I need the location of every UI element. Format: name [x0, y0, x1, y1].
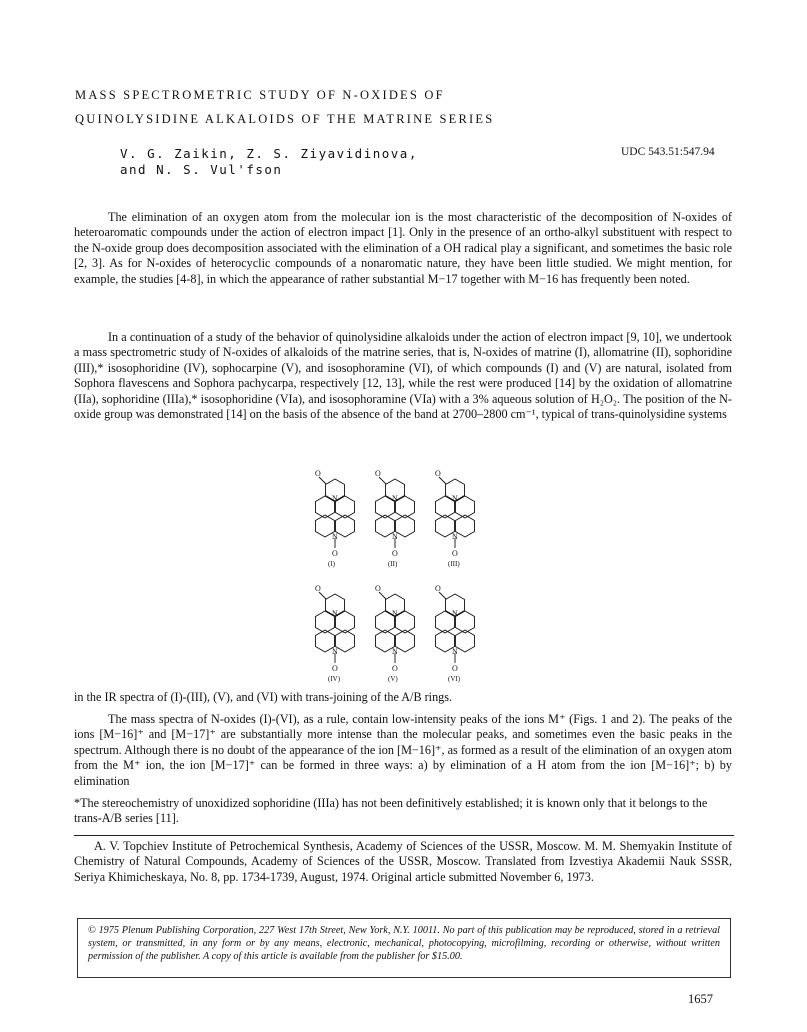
nitrogen-oxide-label: N	[392, 647, 398, 656]
udc-code: UDC 543.51:547.94	[621, 146, 715, 158]
compound-label: (II)	[388, 560, 398, 568]
carbonyl-bond	[439, 477, 446, 484]
oxygen-oxide-label: O	[392, 664, 398, 673]
compound-label: (V)	[388, 675, 398, 683]
title-line-1: MASS SPECTROMETRIC STUDY OF N-OXIDES OF	[75, 88, 445, 102]
page-number: 1657	[688, 992, 713, 1006]
footnote: *The stereochemistry of unoxidized sophoridine (IIIa) has not been definitively established; it is known only that it belongs to the trans-A/B series [11].	[74, 796, 708, 826]
title-line-2: QUINOLYSIDINE ALKALOIDS OF THE MATRINE SERIES	[75, 112, 495, 126]
paragraph-3-text: in the IR spectra of (I)-(III), (V), and (VI) with trans-joining of the A/B rings.	[74, 690, 453, 704]
chemical-structures-figure	[300, 468, 520, 688]
compound-label: (IV)	[328, 675, 341, 683]
footnote-divider	[74, 835, 734, 836]
nitrogen-oxide-label: N	[452, 647, 458, 656]
nitrogen-top-label: N	[332, 494, 338, 503]
carbonyl-bond	[379, 592, 386, 599]
compound-label: (III)	[448, 560, 460, 568]
oxygen-carbonyl-label: O	[435, 469, 441, 478]
oxygen-carbonyl-label: O	[375, 584, 381, 593]
affiliations-block	[74, 839, 732, 885]
paragraph-ir-spectra	[74, 690, 732, 705]
carbonyl-bond	[319, 477, 326, 484]
oxygen-carbonyl-label: O	[435, 584, 441, 593]
carbonyl-bond	[319, 592, 326, 599]
carbonyl-bond	[439, 592, 446, 599]
nitrogen-oxide-label: N	[332, 647, 338, 656]
compound-label: (VI)	[448, 675, 461, 683]
paragraph-2-text: In a continuation of a study of the behavior of quinolysidine alkaloids under the action of electron impact [9, 10], we undertook a mass spectrometric study of N-oxides of alkaloids of the matrine series, that is, N-oxides of matrine (I), allomatrine (II), sophoridine (III),* isosophoridine (IV), sophocarpine (V), and isosophoramine (VI), of which compounds (I) and (V) are natural, isolated from Sophora flavescens and Sophora pachycarpa, respectively [12, 13], while the rest were produced [14] by the oxidation of allomatrine (IIa), sophoridine (IIIa),* isosophoridine (VIa), and isosophoramine (VIa) with a 3% aqueous solution of H₂O₂. The position of the N-oxide group was demonstrated [14] on the basis of the absence of the band at 2700–2800 cm⁻¹, typical of trans-quinolysidine systems	[74, 330, 732, 422]
oxygen-oxide-label: O	[392, 549, 398, 558]
paragraph-4-text: The mass spectra of N-oxides (I)-(VI), as a rule, contain low-intensity peaks of the ions M⁺ (Figs. 1 and 2). The peaks of the ions [M−16]⁺ and [M−17]⁺ are substantially more intense than the molecular peaks, and sometimes even the basic peaks in the spectrum. Although there is no doubt of the appearance of the ion [M−16]⁺, as formed as a result of the elimination of an oxygen atom from the M⁺ ion, the ion [M−17]⁺ can be formed in three ways: a) by elimination of a H atom from the ion [M−16]⁺; b) by elimination	[74, 712, 732, 788]
nitrogen-top-label: N	[332, 609, 338, 618]
authors-line-1: V. G. Zaikin, Z. S. Ziyavidinova,	[120, 146, 418, 161]
oxygen-carbonyl-label: O	[315, 469, 321, 478]
nitrogen-top-label: N	[452, 494, 458, 503]
paragraph-intro	[74, 210, 732, 287]
paragraph-continuation	[74, 330, 732, 422]
carbonyl-bond	[379, 477, 386, 484]
nitrogen-oxide-label: N	[392, 532, 398, 541]
nitrogen-top-label: N	[392, 609, 398, 618]
oxygen-oxide-label: O	[332, 664, 338, 673]
nitrogen-oxide-label: N	[452, 532, 458, 541]
nitrogen-oxide-label: N	[332, 532, 338, 541]
oxygen-oxide-label: O	[452, 664, 458, 673]
nitrogen-top-label: N	[392, 494, 398, 503]
paragraph-1-text: The elimination of an oxygen atom from the molecular ion is the most characteristic of the decomposition of N-oxides of heteroaromatic compounds under the action of electron impact [1]. Only in the presence of an ortho-alkyl substituent with respect to the N-oxide group does decomposition associated with the elimination of a OH radical play a significant, and sometimes the basic role [2, 3]. As for N-oxides of heterocyclic compounds of a nonaromatic nature, they have been little studied. We might mention, for example, the studies [4-8], in which the appearance of rather substantial M−17 together with M−16 has frequently been noted.	[74, 210, 732, 286]
copyright-notice: © 1975 Plenum Publishing Corporation, 227 West 17th Street, New York, N.Y. 10011. No part of this publication may be reproduced, stored in a retrieval system, or transmitted, in any form or by any means, electronic, mechanical, photocopying, microfilming, recording or otherwise, without written permission of the publisher. A copy of this article is available from the publisher for $15.00.	[77, 918, 731, 978]
compound-label: (I)	[328, 560, 335, 568]
authors-line-2: and N. S. Vul'fson	[120, 162, 283, 177]
oxygen-carbonyl-label: O	[315, 584, 321, 593]
oxygen-carbonyl-label: O	[375, 469, 381, 478]
paragraph-mass-spectra	[74, 712, 732, 789]
nitrogen-top-label: N	[452, 609, 458, 618]
affiliations-text: A. V. Topchiev Institute of Petrochemical Synthesis, Academy of Sciences of the USSR, Moscow. M. M. Shemyakin Institute of Chemistry of Natural Compounds, Academy of Sciences of the USSR, Moscow. Translated from Izvestiya Akademii Nauk SSSR, Seriya Khimicheskaya, No. 8, pp. 1734-1739, August, 1974. Original article submitted November 6, 1973.	[74, 839, 732, 884]
oxygen-oxide-label: O	[332, 549, 338, 558]
oxygen-oxide-label: O	[452, 549, 458, 558]
